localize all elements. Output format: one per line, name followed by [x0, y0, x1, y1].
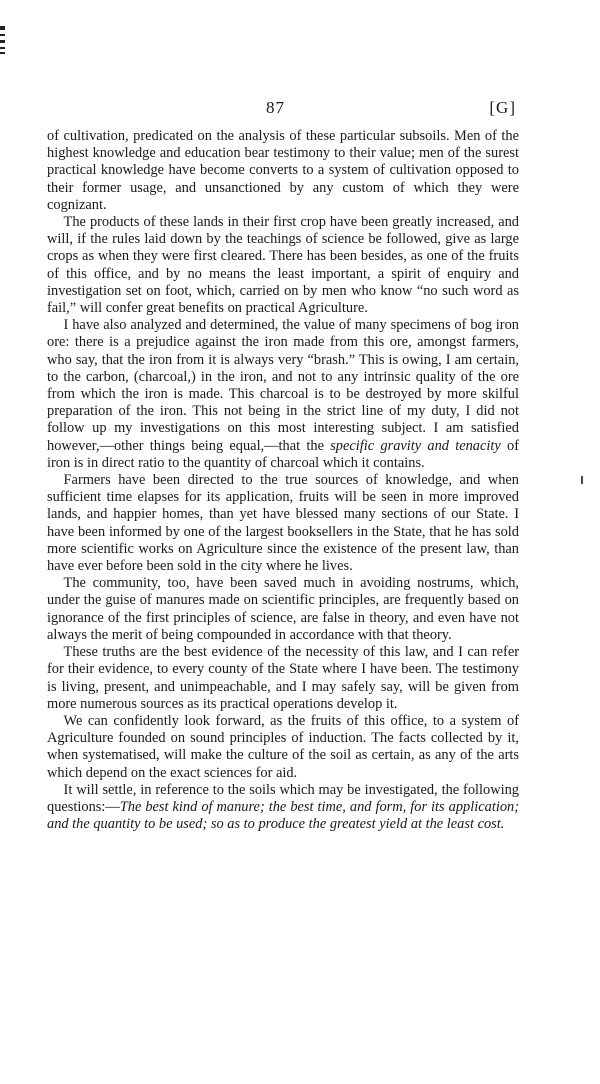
paragraph-look-forward: We can confidently look forward, as the fruits of this office, to a system of Agriculture founded on sound principles of induction. The facts collected by it, when systematised, will make the culture of the soil as certain, as any of the arts which depend on the exact sciences for aid.: [47, 712, 519, 781]
stray-ink-mark: [581, 476, 583, 484]
paragraph-text: of iron is in direct ratio to the quantity of charcoal which it contains.: [47, 437, 520, 471]
paragraph-truths: These truths are the best evidence of the necessity of this law, and I can refer for their evidence, to every county of the State where I have been. The testimony is living, present, and unimpeachable, and I may safely say, will be given from more numerous sources as its practical operations develop it.: [47, 644, 519, 712]
paragraph-continuation: of cultivation, predicated on the analysis of these particular subsoils. Men of the highest knowledge and education bear testimony to their value; men of the surest practical knowledge have become converts to a system of cultivation opposed to their former usage, and unsanctioned by any custom of which they were cognizant.: [47, 128, 519, 213]
body-text: [47, 128, 519, 833]
page-header: [40, 98, 516, 118]
italic-questions: The best kind of manure; the best time, and form, for its application; and the quantity to be used; so as to produce the greatest yield at the least cost.: [47, 798, 519, 833]
scanned-binding-edge: [0, 0, 6, 1084]
italic-phrase: specific gravity and tenacity: [330, 437, 501, 454]
signature-mark: [G]: [489, 98, 516, 117]
paragraph-bog-iron-ore: [47, 317, 519, 472]
paragraph-crop-products: The products of these lands in their first crop have been greatly increased, and will, if the rules laid down by the teachings of science be followed, give as large crops as when they were first cleared. There has been besides, as one of the fruits of this office, and by no means the least important, a spirit of enquiry and investigation set on foot, which, carried on by men who know “no such word as fail,” will confer great benefits on practical Agriculture.: [47, 214, 519, 317]
paragraph-farmers: Farmers have been directed to the true sources of knowledge, and when sufficient time elapses for its application, fruits will be seen in more improved lands, and happier homes, than yet have blessed many sections of our State. I have been informed by one of the largest booksellers in the State, that he has sold more scientific works on Agriculture since the existence of the present law, than have ever before been sold in the city where he lives.: [47, 472, 519, 575]
paragraph-text: I have also analyzed and determined, the value of many specimens of bog iron ore: there is a prejudice against the iron made from this ore, amongst farmers, who say, that the iron from it is always very “brash.” This is owing, I am certain, to the carbon, (charcoal,) in the iron, and not to any intrinsic quality of the ore from which the iron is made. This charcoal is to be destroyed by more skilful preparation of the iron. This not being in the strict line of my duty, I did not follow up my investigations on this most interesting subject. I am satisfied however,—other things being equal,—that the: [47, 317, 519, 454]
paragraph-text: It will settle, in reference to the soils which may be investigated, the following questions:—: [47, 781, 519, 815]
page-number: 87: [266, 98, 285, 117]
paragraph-community: The community, too, have been saved much in avoiding nostrums, which, under the guise of manures made on scientific principles, are frequently based on ignorance of the first principles of science, are false in theory, and even have not always the merit of being compounded in accordance with that theory.: [47, 575, 519, 643]
paragraph-questions: [47, 782, 519, 834]
